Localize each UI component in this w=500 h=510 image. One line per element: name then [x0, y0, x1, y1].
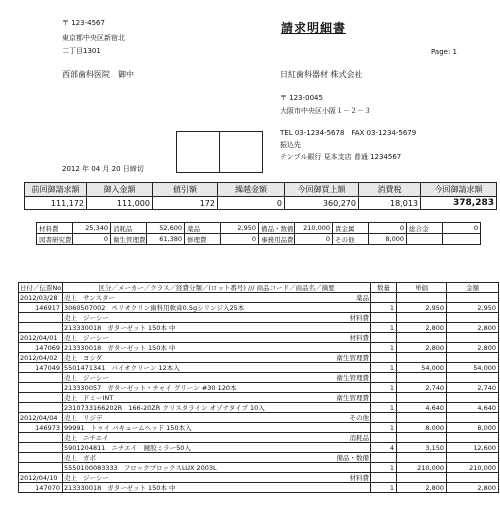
detail-maker: ヨシダ	[83, 354, 103, 362]
summary-value: 360,270	[285, 197, 359, 210]
detail-product-name: フロックブロックスLUX 2003L	[123, 464, 217, 472]
detail-row-line2	[19, 363, 499, 373]
detail-row-line1	[19, 313, 499, 323]
detail-unit-price: 2,800	[397, 323, 447, 333]
detail-date	[19, 313, 63, 323]
detail-product-code: 5501471341	[64, 364, 106, 372]
detail-qty-empty	[371, 433, 397, 443]
category-value: 0	[369, 223, 407, 234]
detail-qty: 1	[371, 383, 397, 393]
bank-account: テンプル銀行 見本支店 普通 1234567	[280, 153, 402, 161]
detail-product-cell	[63, 423, 371, 433]
detail-amount-empty	[447, 313, 499, 323]
summary-header: 値引額	[153, 183, 218, 197]
detail-row-line1	[19, 373, 499, 383]
detail-product-cell	[63, 383, 371, 393]
detail-class-cell	[63, 453, 371, 463]
detail-qty: 1	[371, 343, 397, 353]
detail-unit-empty	[397, 393, 447, 403]
detail-row-line1	[19, 333, 499, 343]
detail-amount: 2,740	[447, 383, 499, 393]
detail-product-code: 5550100083333	[64, 464, 118, 472]
page-number: Page: 1	[431, 48, 457, 56]
detail-product-name: ガターゼット 150本 中	[107, 484, 176, 492]
detail-header-row	[19, 283, 499, 293]
detail-product-code: 3060507002	[64, 304, 106, 312]
category-label: 材料費	[37, 223, 73, 234]
detail-date	[19, 433, 63, 443]
category-value	[443, 234, 481, 245]
detail-qty-empty	[371, 473, 397, 483]
detail-row-line2	[19, 483, 499, 493]
document-title: 請求明細書	[281, 21, 347, 35]
detail-slip-no: 146973	[19, 423, 63, 433]
summary-value: 18,013	[359, 197, 421, 210]
detail-amount: 210,000	[447, 463, 499, 473]
detail-row-line2	[19, 383, 499, 393]
detail-qty: 1	[371, 483, 397, 493]
category-value: 2,950	[221, 223, 259, 234]
detail-product-name: バイオクリーン 12本入	[111, 364, 180, 372]
detail-class-cell	[63, 473, 371, 483]
category-label: 消耗品	[111, 223, 147, 234]
detail-date	[19, 393, 63, 403]
detail-product-cell	[63, 343, 371, 353]
detail-category: 材料費	[349, 314, 369, 322]
category-value: 8,000	[369, 234, 407, 245]
detail-category: 材料費	[349, 474, 369, 482]
detail-slip-no	[19, 463, 63, 473]
detail-product-code: 2310733166202R	[64, 404, 123, 412]
category-value: 0	[73, 234, 111, 245]
detail-date: 2012/04/10	[19, 473, 63, 483]
detail-unit-empty	[397, 293, 447, 303]
detail-amount-empty	[447, 333, 499, 343]
detail-unit-price: 4,640	[397, 403, 447, 413]
detail-slip-no: 146917	[19, 303, 63, 313]
detail-unit-empty	[397, 453, 447, 463]
detail-header: 日付／伝票No	[19, 284, 62, 292]
detail-unit-price: 2,740	[397, 383, 447, 393]
detail-table	[18, 282, 499, 493]
category-label: 図書研究費	[37, 234, 73, 245]
detail-qty-empty	[371, 373, 397, 383]
detail-amount: 2,950	[447, 303, 499, 313]
detail-product-code: 213330018	[64, 344, 102, 352]
detail-qty: 1	[371, 403, 397, 413]
detail-row-line2	[19, 463, 499, 473]
stamp-box-left	[176, 131, 220, 173]
detail-row-line2	[19, 423, 499, 433]
detail-unit-price: 2,950	[397, 303, 447, 313]
detail-category: 消耗品	[349, 434, 369, 442]
detail-qty-empty	[371, 393, 397, 403]
category-value: 210,000	[295, 223, 333, 234]
bank-label: 振込先	[280, 141, 301, 149]
summary-value: 111,000	[87, 197, 153, 210]
detail-unit-empty	[397, 353, 447, 363]
detail-product-name: ペリオクリン歯科用軟膏0.5gシリンジ入25本	[111, 304, 245, 312]
category-value: 0	[443, 223, 481, 234]
summary-value: 0	[218, 197, 285, 210]
issuer-address: 大阪市中央区小阪１－２－３	[280, 107, 371, 115]
detail-qty-empty	[371, 413, 397, 423]
detail-slip-no: 147049	[19, 363, 63, 373]
category-value: 52,600	[147, 223, 185, 234]
detail-class-cell	[63, 293, 371, 303]
detail-unit-empty	[397, 313, 447, 323]
category-label	[407, 234, 443, 245]
summary-header: 前回御請求額	[25, 183, 87, 197]
detail-product-code: 213330018	[64, 324, 102, 332]
detail-kind: 売上	[64, 474, 77, 482]
detail-slip-no: 147069	[19, 343, 63, 353]
detail-category: 薬品	[356, 294, 369, 302]
sender-address-line1: 東京都中央区新宿北	[62, 34, 125, 42]
detail-amount: 54,000	[447, 363, 499, 373]
detail-unit-price: 2,800	[397, 343, 447, 353]
detail-class-cell	[63, 333, 371, 343]
detail-maker: ドミーINT	[83, 394, 114, 402]
detail-qty: 1	[371, 303, 397, 313]
category-row	[37, 234, 481, 245]
summary-table	[24, 182, 497, 210]
detail-category: 備品・数備	[336, 454, 369, 462]
detail-product-cell	[63, 463, 371, 473]
category-label: 修理費	[185, 234, 221, 245]
detail-kind: 売上	[64, 334, 77, 342]
detail-amount-empty	[447, 393, 499, 403]
detail-row-line2	[19, 303, 499, 313]
detail-product-name: トゥイ バキュームヘッド 150本入	[90, 424, 192, 432]
category-label: 貴金属	[333, 223, 369, 234]
detail-amount-empty	[447, 293, 499, 303]
detail-row-line1	[19, 473, 499, 483]
detail-row-line1	[19, 293, 499, 303]
detail-product-name: ニチエイ 鏡胶ミラー50入	[111, 444, 191, 452]
detail-kind: 売上	[64, 374, 77, 382]
detail-row-line1	[19, 433, 499, 443]
stamp-box-right	[219, 131, 263, 173]
detail-class-cell	[63, 433, 371, 443]
sender-address-line2: 二丁目1301	[62, 47, 101, 55]
detail-kind: 売上	[64, 394, 77, 402]
detail-header: 単価	[397, 283, 447, 293]
issuer-company: 日紅歯科器材 株式会社	[280, 70, 363, 79]
detail-slip-no	[19, 443, 63, 453]
detail-unit-price: 54,000	[397, 363, 447, 373]
detail-slip-no	[19, 323, 63, 333]
summary-header: 繰越金額	[218, 183, 285, 197]
category-value: 61,380	[147, 234, 185, 245]
category-value: 0	[295, 234, 333, 245]
detail-class-cell	[63, 393, 371, 403]
detail-kind: 売上	[64, 454, 77, 462]
category-label: 総合金	[407, 223, 443, 234]
detail-product-name: ガターゼット 150本 中	[107, 324, 176, 332]
detail-category: 衛生管理費	[336, 394, 369, 402]
detail-product-cell	[63, 363, 371, 373]
detail-kind: 売上	[64, 354, 77, 362]
detail-qty: 1	[371, 423, 397, 433]
sender-postal: 〒 123-4567	[62, 19, 105, 27]
detail-qty: 1	[371, 323, 397, 333]
detail-maker: サンスター	[83, 294, 115, 302]
detail-row-line1	[19, 353, 499, 363]
detail-amount: 4,640	[447, 403, 499, 413]
detail-maker: リジデ	[83, 414, 103, 422]
detail-header: 数量	[371, 283, 397, 293]
detail-product-code: 99991	[64, 424, 85, 432]
detail-product-code: 213330018	[64, 484, 102, 492]
detail-unit-empty	[397, 373, 447, 383]
detail-row-line2	[19, 443, 499, 453]
detail-amount-empty	[447, 473, 499, 483]
detail-qty-empty	[371, 293, 397, 303]
detail-maker: ジーシー	[83, 474, 109, 482]
detail-row-line2	[19, 403, 499, 413]
detail-unit-price: 8,000	[397, 423, 447, 433]
detail-product-code: 5901204811	[64, 444, 106, 452]
detail-slip-no: 147070	[19, 483, 63, 493]
detail-unit-empty	[397, 333, 447, 343]
issuer-postal: 〒 123-0045	[280, 94, 323, 102]
detail-product-cell	[63, 303, 371, 313]
category-table	[36, 222, 481, 245]
category-value: 25,340	[73, 223, 111, 234]
detail-date: 2012/04/01	[19, 333, 63, 343]
detail-class-cell	[63, 413, 371, 423]
detail-class-cell	[63, 373, 371, 383]
summary-grand-total: 378,283	[421, 197, 497, 210]
detail-qty-empty	[371, 453, 397, 463]
detail-amount: 12,600	[447, 443, 499, 453]
detail-product-cell	[63, 483, 371, 493]
detail-row-line2	[19, 343, 499, 353]
detail-class-cell	[63, 313, 371, 323]
detail-amount-empty	[447, 453, 499, 463]
detail-header: 区分／メーカー／クラス／経費分類／(ロット番号) /// 商品コード／商品名／摘要	[63, 283, 371, 293]
category-label: 事務用品費	[259, 234, 295, 245]
summary-value: 111,172	[25, 197, 87, 210]
detail-kind: 売上	[64, 294, 77, 302]
detail-date	[19, 453, 63, 463]
detail-category: 材料費	[349, 334, 369, 342]
detail-slip-no	[19, 403, 63, 413]
detail-maker: ジーシー	[83, 314, 109, 322]
detail-category: 衛生管理費	[336, 354, 369, 362]
detail-unit-price: 210,000	[397, 463, 447, 473]
detail-date: 2012/04/04	[19, 413, 63, 423]
detail-product-name: ガターゼット・チャイ グリーン #30 120本	[107, 384, 237, 392]
category-row	[37, 223, 481, 234]
detail-qty-empty	[371, 353, 397, 363]
detail-category: 衛生管理費	[336, 374, 369, 382]
detail-product-code: 213330057	[64, 384, 102, 392]
detail-unit-price: 2,800	[397, 483, 447, 493]
detail-unit-empty	[397, 433, 447, 443]
detail-amount-empty	[447, 373, 499, 383]
detail-product-cell	[63, 323, 371, 333]
category-label: 薬品	[185, 223, 221, 234]
detail-unit-empty	[397, 413, 447, 423]
summary-value: 172	[153, 197, 218, 210]
category-label: その他	[333, 234, 369, 245]
detail-row-line1	[19, 453, 499, 463]
detail-kind: 売上	[64, 314, 77, 322]
summary-header: 今回御買上額	[285, 183, 359, 197]
detail-amount-empty	[447, 413, 499, 423]
detail-amount: 2,800	[447, 323, 499, 333]
category-label: 衛生管理費	[111, 234, 147, 245]
detail-product-cell	[63, 403, 371, 413]
detail-header: 金額	[447, 283, 499, 293]
detail-slip-no	[19, 383, 63, 393]
detail-qty: 1	[371, 363, 397, 373]
detail-maker: ニチエイ	[83, 434, 109, 442]
summary-header: 消費税	[359, 183, 421, 197]
recipient-name: 西部歯科医院 御中	[62, 70, 134, 79]
detail-amount-empty	[447, 353, 499, 363]
detail-row-line2	[19, 323, 499, 333]
detail-maker: ジーシー	[83, 374, 109, 382]
category-label: 備品・数備	[259, 223, 295, 234]
detail-qty: 1	[371, 463, 397, 473]
detail-class-cell	[63, 353, 371, 363]
detail-date: 2012/03/28	[19, 293, 63, 303]
detail-amount: 8,000	[447, 423, 499, 433]
detail-maker: ガポ	[83, 454, 96, 462]
detail-amount-empty	[447, 433, 499, 443]
detail-qty-empty	[371, 313, 397, 323]
detail-row-line1	[19, 413, 499, 423]
detail-row-line1	[19, 393, 499, 403]
detail-date	[19, 373, 63, 383]
detail-qty: 4	[371, 443, 397, 453]
detail-product-name: 166-20ZR クリスタライン オゾナタイプ 10入	[128, 404, 265, 412]
detail-product-cell	[63, 443, 371, 453]
issuer-tel-fax: TEL 03-1234-5678 FAX 03-1234-5679	[280, 129, 417, 137]
closing-date: 2012 年 04 月 20 日締切	[62, 165, 144, 173]
detail-amount: 2,800	[447, 483, 499, 493]
detail-category: その他	[349, 414, 369, 422]
detail-date: 2012/04/02	[19, 353, 63, 363]
detail-unit-price: 3,150	[397, 443, 447, 453]
summary-value-row	[25, 197, 497, 210]
summary-header: 御入金額	[87, 183, 153, 197]
category-value: 0	[221, 234, 259, 245]
summary-header-row	[25, 183, 497, 197]
detail-qty-empty	[371, 333, 397, 343]
detail-product-name: ガターゼット 150本 中	[107, 344, 176, 352]
detail-kind: 売上	[64, 414, 77, 422]
detail-amount: 2,800	[447, 343, 499, 353]
detail-unit-empty	[397, 473, 447, 483]
summary-header: 今回御請求額	[421, 183, 497, 197]
detail-maker: ジーシー	[83, 334, 109, 342]
detail-kind: 売上	[64, 434, 77, 442]
